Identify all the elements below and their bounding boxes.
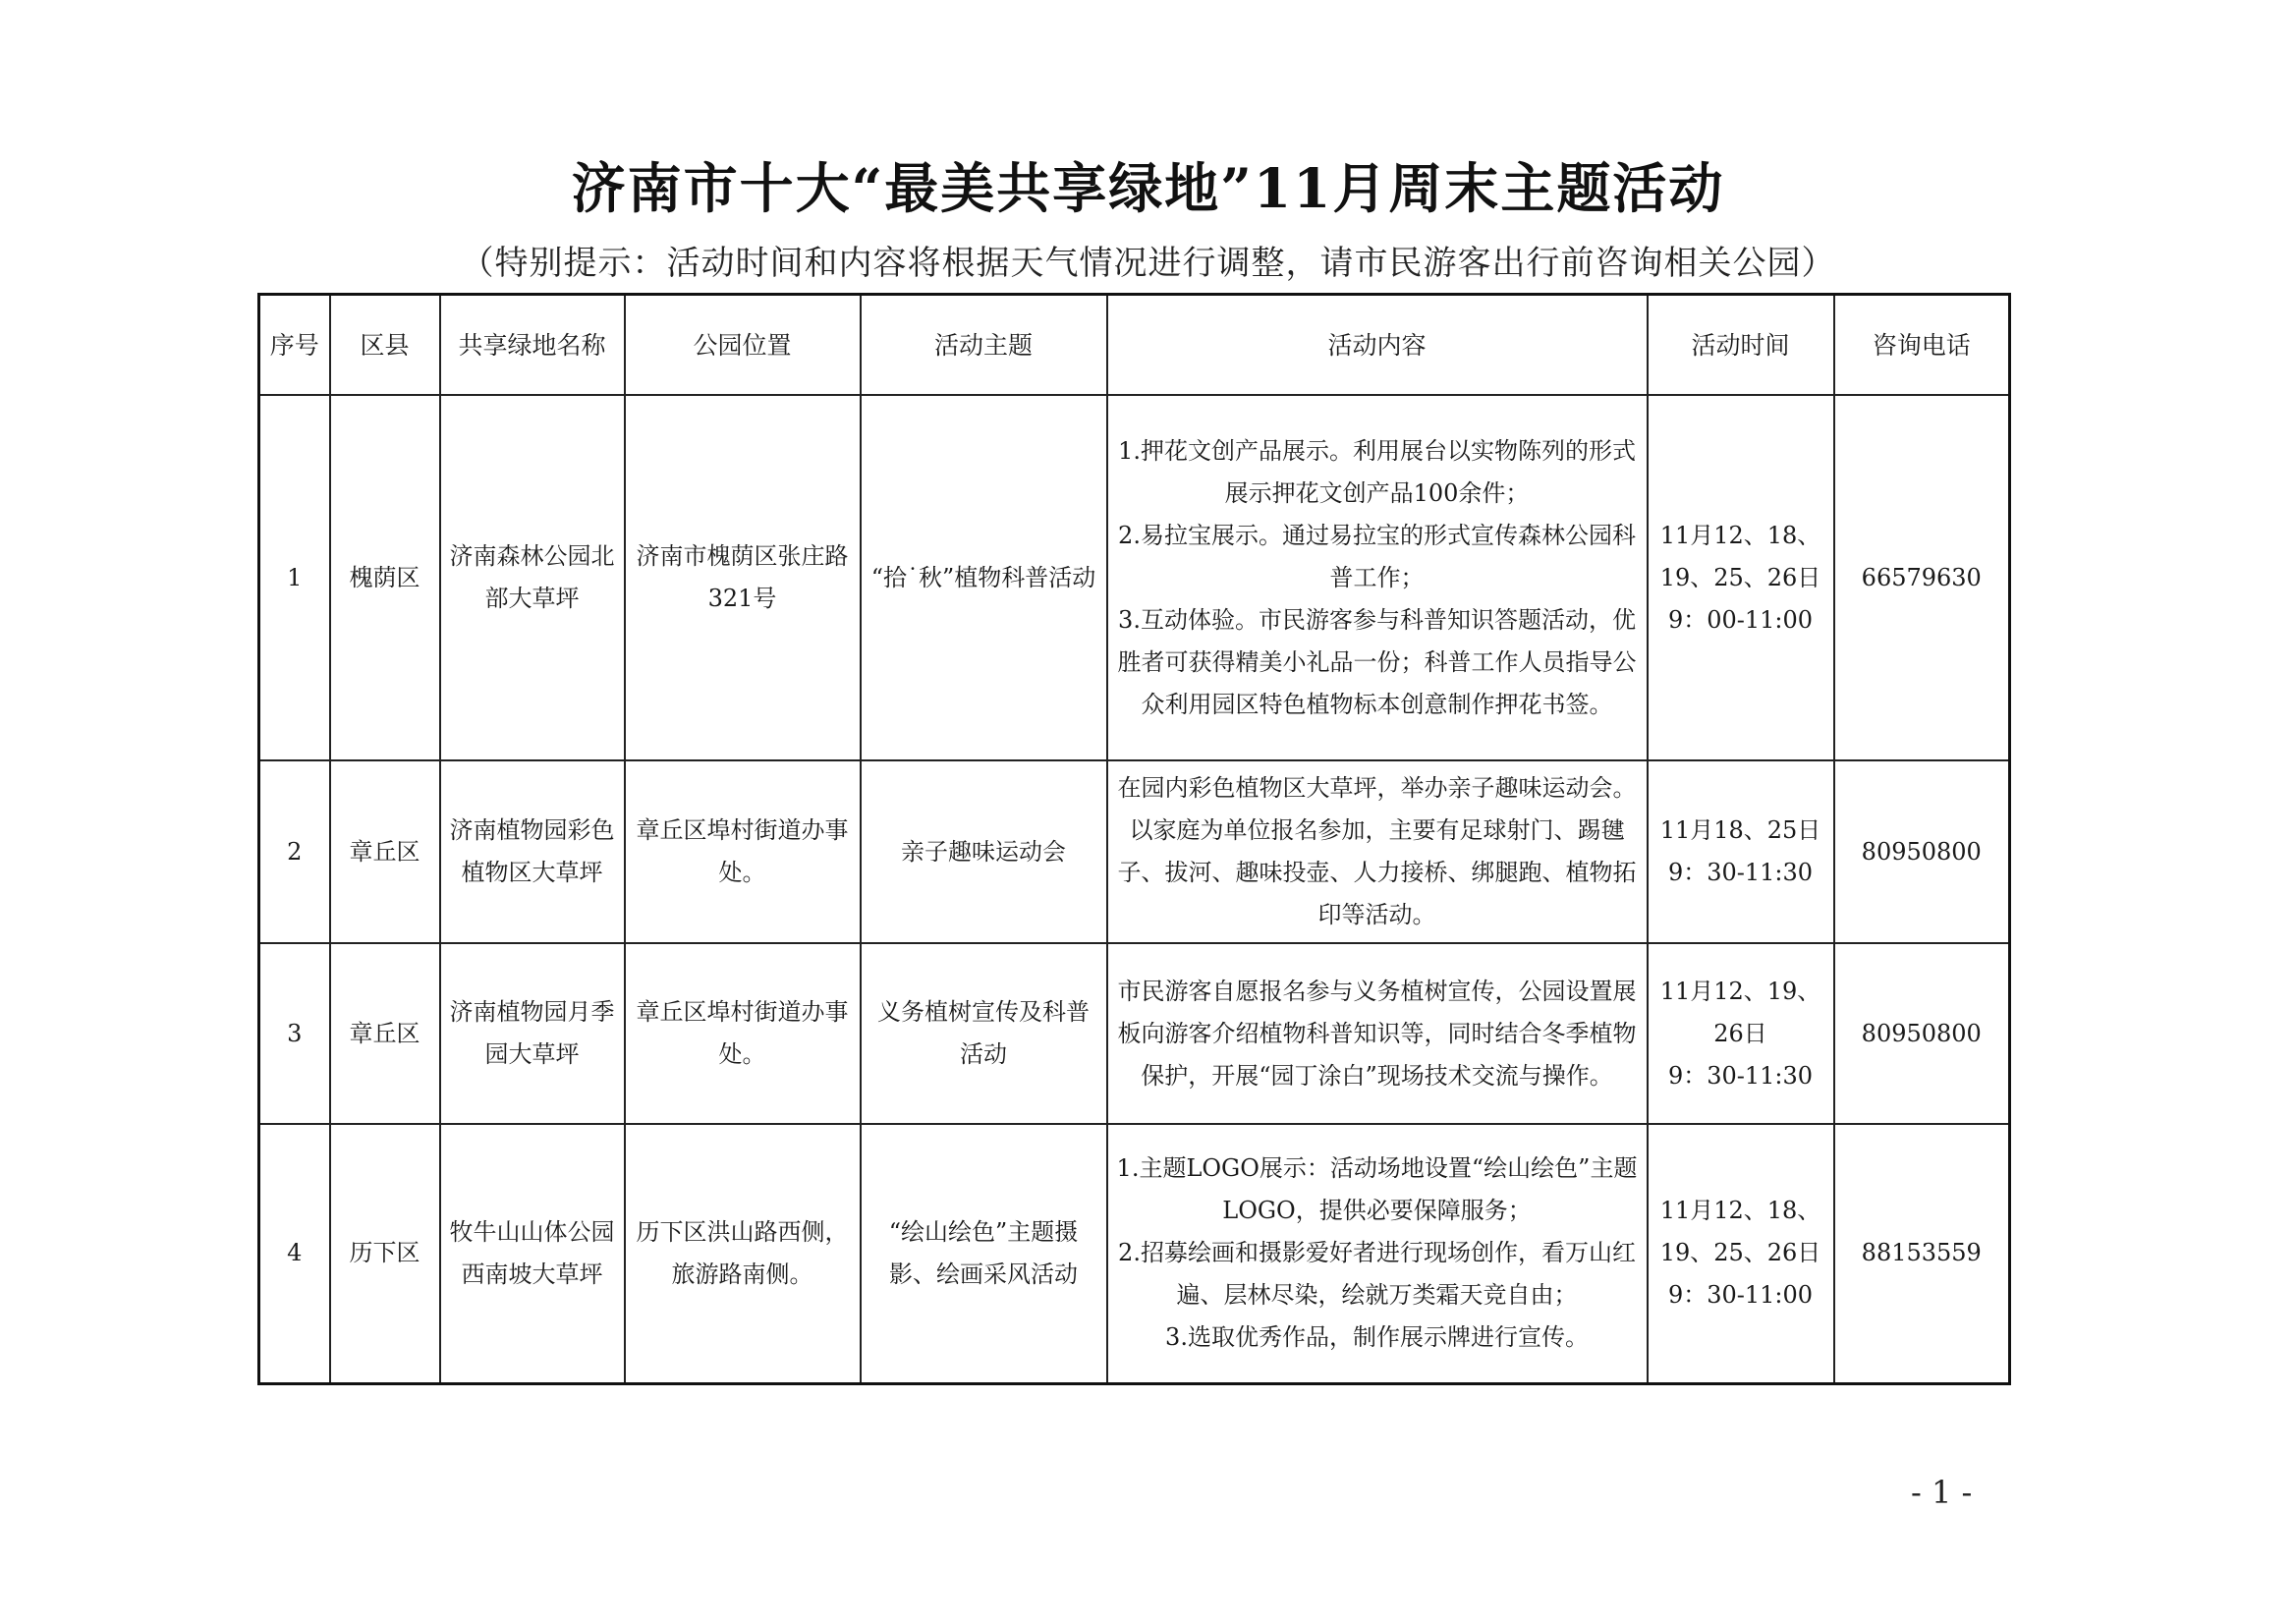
cell-district: 章丘区: [330, 943, 440, 1124]
cell-phone: 80950800: [1834, 760, 2010, 943]
cell-content: [1107, 395, 1648, 760]
cell-time: [1648, 395, 1834, 760]
time-dates: 11月12、18、19、25、26日: [1659, 1197, 1821, 1267]
header-theme: 活动主题: [861, 295, 1107, 396]
content-line: 3.选取优秀作品，制作展示牌进行宣传。: [1165, 1323, 1589, 1352]
cell-name: 牧牛山山体公园西南坡大草坪: [440, 1124, 625, 1383]
cell-no: 3: [259, 943, 330, 1124]
header-no: 序号: [259, 295, 330, 396]
cell-content: [1107, 760, 1648, 943]
cell-theme: “绘山绘色”主题摄影、绘画采风活动: [861, 1124, 1107, 1383]
time-hours: 9：30-11:30: [1667, 859, 1814, 886]
page-subtitle: （特别提示：活动时间和内容将根据天气情况进行调整，请市民游客出行前咨询相关公园）: [460, 244, 1836, 283]
cell-phone: 80950800: [1834, 943, 2010, 1124]
content-line: 在园内彩色植物区大草坪，举办亲子趣味运动会。以家庭为单位报名参加，主要有足球射门、踢毽子、拔河、趣味投壶、人力接桥、绑腿跑、植物拓印等活动。: [1117, 774, 1637, 928]
content-line: 3.互动体验。市民游客参与科普知识答题活动，优胜者可获得精美小礼品一份；科普工作人员指导公众利用园区特色植物标本创意制作押花书签。: [1117, 605, 1637, 718]
cell-location: 历下区洪山路西侧，旅游路南侧。: [625, 1124, 861, 1383]
cell-name: 济南植物园月季园大草坪: [440, 943, 625, 1124]
time-hours: 9：30-11:30: [1667, 1061, 1814, 1090]
table-row: [259, 1124, 2010, 1383]
cell-district: 槐荫区: [330, 395, 440, 760]
header-district: 区县: [330, 295, 440, 396]
content-line: 1.押花文创产品展示。利用展台以实物陈列的形式展示押花文创产品100余件；: [1118, 436, 1636, 507]
cell-location: 章丘区埠村街道办事处。: [625, 760, 861, 943]
header-name: 共享绿地名称: [440, 295, 625, 396]
time-hours: 9：30-11:00: [1667, 1281, 1814, 1310]
cell-name: 济南植物园彩色植物区大草坪: [440, 760, 625, 943]
cell-district: 章丘区: [330, 760, 440, 943]
cell-theme: 亲子趣味运动会: [861, 760, 1107, 943]
cell-content: [1107, 943, 1648, 1124]
cell-content: [1107, 1124, 1648, 1383]
content-line: 1.主题LOGO展示：活动场地设置“绘山绘色”主题LOGO，提供必要保障服务；: [1116, 1154, 1638, 1225]
header-content: 活动内容: [1107, 295, 1648, 396]
table-header-row: [259, 295, 2010, 396]
cell-time: [1648, 760, 1834, 943]
events-table: [257, 293, 2011, 1385]
cell-location: 济南市槐荫区张庄路321号: [625, 395, 861, 760]
cell-location: 章丘区埠村街道办事处。: [625, 943, 861, 1124]
time-dates: 11月18、25日: [1659, 816, 1821, 844]
cell-time: [1648, 943, 1834, 1124]
header-phone: 咨询电话: [1834, 295, 2010, 396]
time-hours: 9：00-11:00: [1667, 605, 1814, 634]
cell-theme: “拾˙秋”植物科普活动: [861, 395, 1107, 760]
header-location: 公园位置: [625, 295, 861, 396]
header-time: 活动时间: [1648, 295, 1834, 396]
cell-no: 4: [259, 1124, 330, 1383]
page-number: - 1 -: [1911, 1474, 1973, 1511]
table-row: [259, 943, 2010, 1124]
cell-name: 济南森林公园北部大草坪: [440, 395, 625, 760]
table-row: [259, 760, 2010, 943]
content-line: 2.易拉宝展示。通过易拉宝的形式宣传森林公园科普工作；: [1118, 521, 1636, 591]
table-row: [259, 395, 2010, 760]
page-title: 济南市十大“最美共享绿地”11月周末主题活动: [571, 156, 1725, 220]
cell-no: 1: [259, 395, 330, 760]
cell-time: [1648, 1124, 1834, 1383]
cell-no: 2: [259, 760, 330, 943]
cell-phone: 88153559: [1834, 1124, 2010, 1383]
time-dates: 11月12、18、19、25、26日: [1659, 521, 1821, 591]
time-dates: 11月12、19、26日: [1659, 977, 1821, 1047]
cell-district: 历下区: [330, 1124, 440, 1383]
content-line: 2.招募绘画和摄影爱好者进行现场创作，看万山红遍、层林尽染，绘就万类霜天竞自由；: [1118, 1239, 1636, 1310]
content-line: 市民游客自愿报名参与义务植树宣传，公园设置展板向游客介绍植物科普知识等，同时结合冬季植物保护，开展“园丁涂白”现场技术交流与操作。: [1117, 977, 1637, 1090]
cell-phone: 66579630: [1834, 395, 2010, 760]
cell-theme: 义务植树宣传及科普活动: [861, 943, 1107, 1124]
